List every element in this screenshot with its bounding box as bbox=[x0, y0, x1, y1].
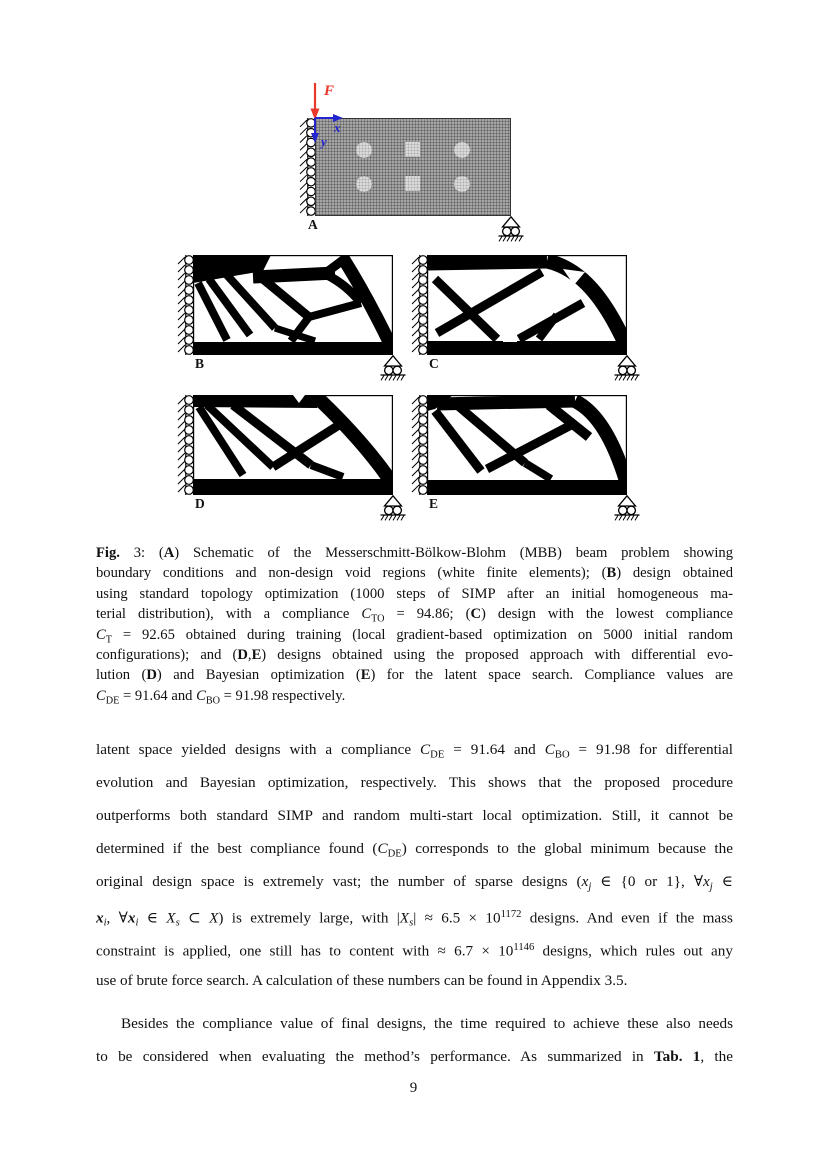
topology-design-b bbox=[193, 255, 393, 355]
page-number: 9 bbox=[409, 1080, 418, 1096]
void-region-square bbox=[405, 142, 420, 157]
panel-label-d: D bbox=[195, 496, 206, 511]
caption-line: Fig. 3: (A) Schematic of the Messerschmitt-Bölkow-Blohm (MBB) beam problem showing bbox=[96, 545, 733, 561]
left-roller-support-icon bbox=[411, 395, 427, 495]
body-line: Besides the compliance value of final designs, the time required to achieve these also needs bbox=[121, 1015, 733, 1032]
body-line: use of brute force search. A calculation of these numbers can be found in Appendix 3.5. bbox=[96, 972, 628, 989]
void-region-square bbox=[405, 176, 420, 191]
caption-line: terial distribution), with a compliance $C_{TO} = 94.86$; (C) design with the lowest compliance bbox=[96, 606, 733, 625]
void-region-circle bbox=[454, 176, 470, 192]
topology-design-c bbox=[427, 255, 627, 355]
body-line: constraint is applied, one still has to content with ≈ $6.7 \times 10^{1146}$ designs, which rules out any bbox=[96, 942, 733, 960]
caption-line: lution (D) and Bayesian optimization (E) for the latent space search. Compliance values are bbox=[96, 667, 733, 684]
body-line: determined if the best compliance found $(C_{DE})$ corresponds to the global minimum because the bbox=[96, 840, 733, 860]
panel-label-e: E bbox=[429, 496, 439, 511]
pin-roller-support-icon bbox=[613, 355, 641, 381]
topology-design-e bbox=[427, 395, 627, 495]
y-axis-label: y bbox=[321, 134, 327, 149]
force-label: F bbox=[324, 83, 335, 99]
body-line: to be considered when evaluating the method’s performance. As summarized in Tab. 1, the bbox=[96, 1048, 733, 1065]
caption-line: $C_{DE} = 91.64$ and $C_{BO} = 91.98$ respectively. bbox=[96, 687, 346, 706]
panel-label-a: A bbox=[308, 217, 319, 232]
body-line: latent space yielded designs with a compliance $C_{DE} = 91.64$ and $C_{BO} = 91.98$ for differential bbox=[96, 741, 733, 761]
figure-caption bbox=[96, 543, 733, 706]
pin-roller-support-icon bbox=[613, 495, 641, 521]
body-line: original design space is extremely vast; the number of sparse designs ($x_j$ ∈ {0 or 1}, $\forall x_j$ ∈ bbox=[96, 873, 733, 893]
body-line: evolution and Bayesian optimization, respectively. This shows that the proposed procedure bbox=[96, 774, 733, 791]
void-region-circle bbox=[356, 176, 372, 192]
panel-label-c: C bbox=[429, 356, 440, 371]
caption-line: using standard topology optimization (1000 steps of SIMP after an initial homogeneous ma- bbox=[96, 585, 733, 602]
body-line: $x_i$, $\forall x_i$ ∈ $X_s$ ⊂ X) is extremely large, with $|X_s| \approx 6.5 \times 10^{1172}$ designs. And even if the mass bbox=[96, 909, 733, 929]
caption-line: $C_T = 92.65$ obtained during training (local gradient-based optimization on 5000 initial random bbox=[96, 626, 733, 645]
left-roller-support-icon bbox=[177, 255, 193, 355]
void-region-circle bbox=[356, 142, 372, 158]
x-axis-label: x bbox=[334, 120, 341, 135]
panel-label-b: B bbox=[195, 356, 205, 371]
pin-roller-support-icon bbox=[379, 355, 407, 381]
caption-line: boundary conditions and non-design void regions (white finite elements); (B) design obtained bbox=[96, 565, 733, 582]
pin-roller-support-icon bbox=[497, 216, 525, 242]
topology-design-d bbox=[193, 395, 393, 495]
caption-line: configurations); and (D,E) designs obtained using the proposed approach with differential evo- bbox=[96, 646, 733, 663]
left-roller-support-icon bbox=[177, 395, 193, 495]
body-line: outperforms both standard SIMP and random multi-start local optimization. Still, it cannot be bbox=[96, 807, 733, 824]
body-text bbox=[96, 733, 733, 1073]
pin-roller-support-icon bbox=[379, 495, 407, 521]
left-roller-support-icon bbox=[411, 255, 427, 355]
void-region-circle bbox=[454, 142, 470, 158]
